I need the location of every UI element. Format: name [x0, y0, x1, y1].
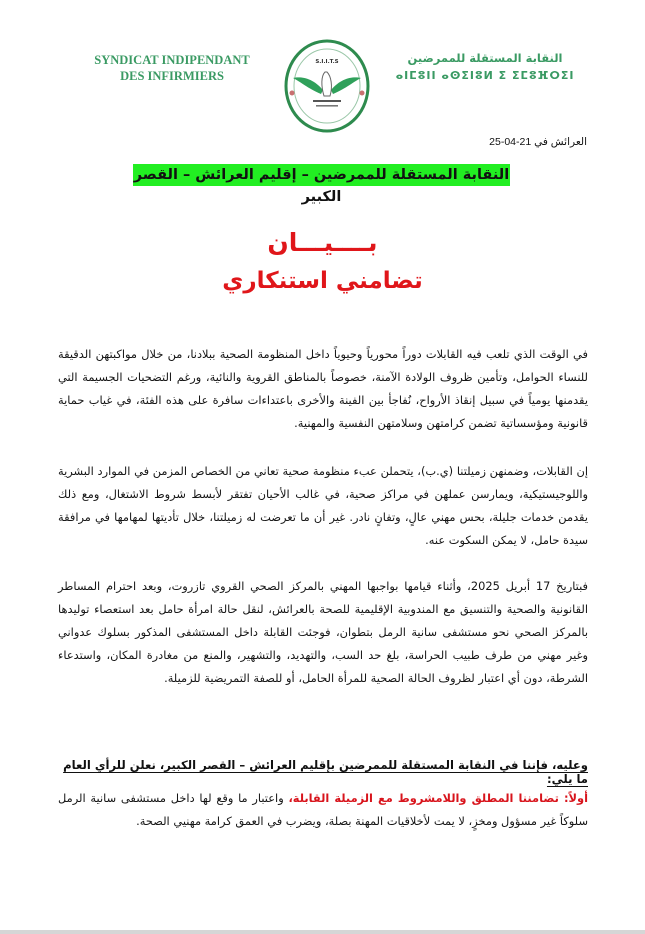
paragraph-1: في الوقت الذي تلعب فيه القابلات دوراً محورياً وحيوياً داخل المنظومة الصحية ببلادنا، من خلال مواكبتهن الدقيقة للنساء الحوامل، وتأمين ظروف الولادة الآمنة، خصوصاً بالمناطق القروية والنائية، ورغم التضحيات الجسيمة التي يقدمنها يومياً في سبيل إنقاذ الأرواح، نُفاجأ بين الفينة والأخرى باعتداءات سافرة على هذه الفئة، في غياب حماية قانونية ومؤسساتية تضمن كرامتهن وسلامتهن النفسية والمهنية. [58, 347, 588, 430]
statement-subtitle: تضامني استنكاري [222, 268, 423, 294]
syndicate-arabic-name [395, 50, 575, 84]
syndicate-logo-icon [283, 38, 371, 134]
page-bottom-edge [0, 930, 645, 934]
point-1-highlight: أولاً: تضامننا المطلق واللامشروط مع الزميلة القابلة، [288, 791, 589, 805]
paragraph-3: فبتاريخ 17 أبريل 2025، وأثناء قيامها بواجبها المهني بالمركز الصحي القروي تازروت، وبعد احترام المساطر القانونية والصحية والتنسيق مع المندوبية الإقليمية للصحة بالعرائش، لنقل حالة امرأة حامل بعد استعصاء توليدها بالمركز الصحي نحو مستشفى سانية الرمل بتطوان، فوجئت القابلة داخل المستشفى المذكور بسلوك عدواني وغير مهني من طرف طبيب الحراسة، بلغ حد السب، والتهديد، والتشهير، والمنع من مغادرة المكان، واستدعاء الشرطة، دون أي اعتبار لظروف الحالة الصحية للمرأة الحامل، أو للصفة التمريضية للزميلة. [58, 579, 588, 685]
paragraph-2: إن القابلات، وضمنهن زميلتنا (ي.ب)، يتحملن عبء منظومة صحية تعاني من الخصاص المزمن في الموارد البشرية واللوجيستيكية، ويمارسن عملهن في مراكز صحية، في غالب الأحيان تفتقر لأبسط شروط الاشتغال، ومع ذلك يقدمن خدمات جليلة، بحس مهني عالٍ، وتفانٍ نادر. غير أن ما تعرضت له زميلتنا، خلال تأديتها لمهامها في مرافقة سيدة حامل، لا يمكن السكوت عنه. [58, 464, 588, 547]
french-name-line1: SYNDICAT INDIPENDANT [94, 53, 250, 67]
svg-text:S.I.I.T.S: S.I.I.T.S [315, 59, 339, 65]
arabic-name-text: النقابة المستقلة للممرضين [407, 51, 563, 65]
letterhead [0, 38, 645, 138]
point-1 [58, 787, 588, 833]
resolution-heading: وعليه، فإننا في النقابة المستقلة للممرضين بإقليم العرائش – القصر الكبير، نعلن للرأي العام ما يلي: [63, 758, 588, 786]
point-1-text: واعتبار ما وقع لها داخل مستشفى سانية الرمل سلوكاً غير مسؤول ومخزٍ، لا يمت لأخلاقيات المهنة بصلة، ويضرب في العمق كرامة مهنيي الصحة. [58, 791, 588, 828]
syndicate-french-name [92, 52, 252, 84]
tifinagh-name-text: ⴰⵏⵎⵓⵏⵏ ⴰⵙⵉⵏⵓⵍ ⵉ ⵉⵎⵓⴼⵔⵉⵏ [395, 69, 575, 82]
french-name-line2: DES INFIRMIERS [120, 69, 224, 83]
statement-title: بــــيـــان [267, 228, 378, 257]
regional-banner: النقابة المستقلة للممرضين – إقليم العرائش – القصر الكبير [133, 164, 510, 186]
document-date: العرائش في 21-04-25 [489, 136, 587, 148]
